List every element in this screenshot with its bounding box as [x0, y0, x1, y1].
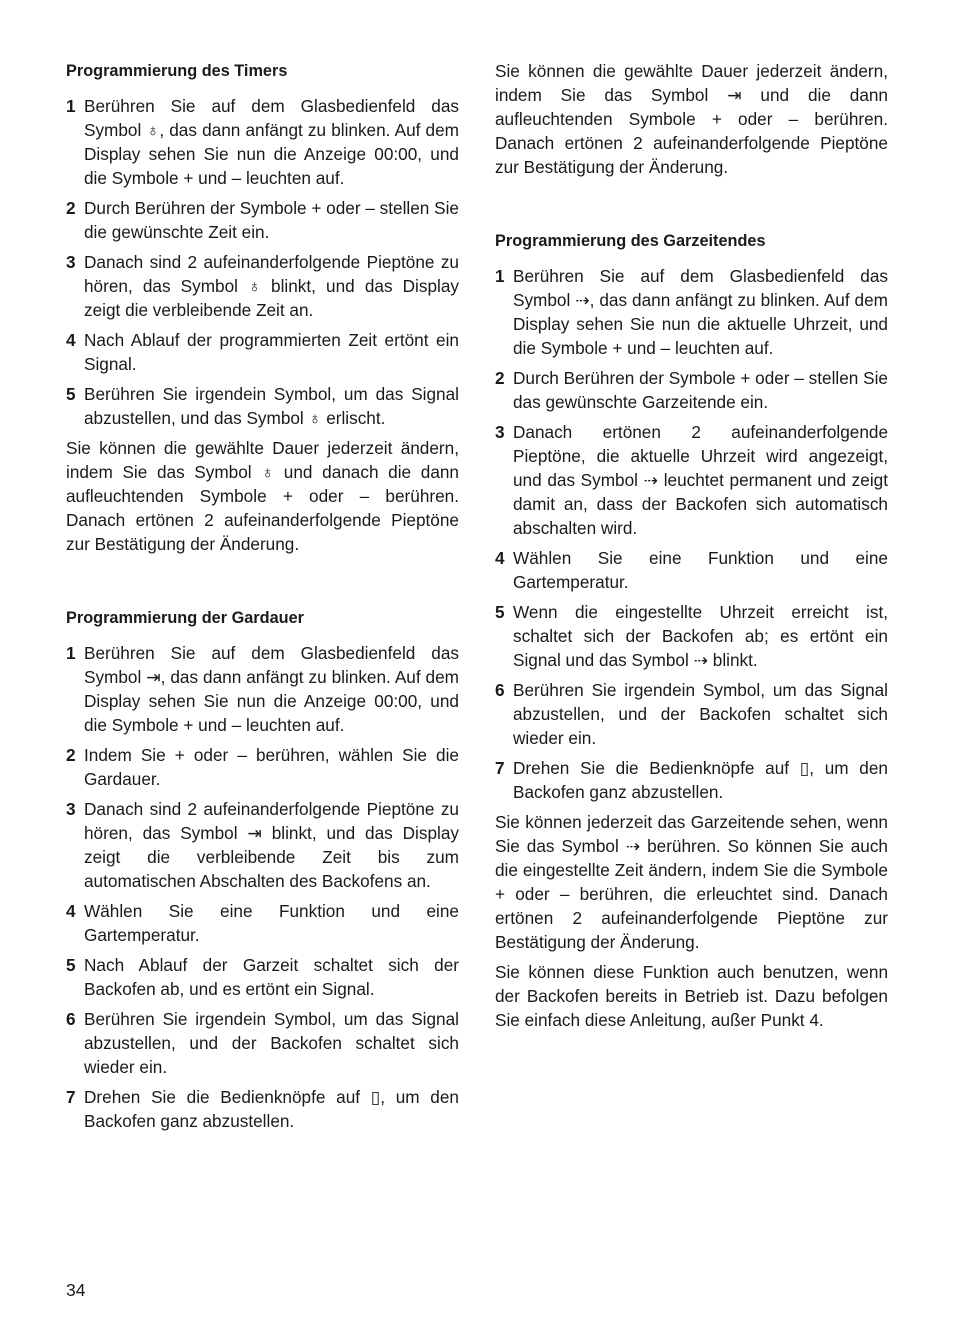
gardauer-heading: Programmierung der Gardauer: [66, 609, 304, 627]
gardauer-steps: [66, 641, 459, 1133]
garzeitende-step: [495, 366, 888, 414]
step-number: 5: [66, 384, 76, 404]
step-text: Durch Berühren der Symbole + oder – stellen Sie das gewünschte Garzeitende ein.: [513, 368, 888, 412]
garzeitende-step: [495, 756, 888, 804]
left-column: [66, 59, 459, 1139]
step-number: 6: [66, 1009, 76, 1029]
step-number: 1: [66, 96, 76, 116]
timer-step: [66, 94, 459, 190]
timer-step: [66, 328, 459, 376]
garzeitende-step: [495, 546, 888, 594]
gardauer-step: [66, 899, 459, 947]
step-number: 2: [66, 198, 76, 218]
step-text: Berühren Sie auf dem Glasbedienfeld das Symbol ♁, das dann anfängt zu blinken. Auf dem Display sehen Sie nun die Anzeige 00:00, und die Symbole + und – leuchten auf.: [84, 96, 459, 188]
gardauer-step: [66, 953, 459, 1001]
step-text: Berühren Sie irgendein Symbol, um das Signal abzustellen, und der Backofen schaltet sich wieder ein.: [84, 1009, 459, 1077]
step-text: Berühren Sie auf dem Glasbedienfeld das Symbol ⇢, das dann anfängt zu blinken. Auf dem Display sehen Sie nun die aktuelle Uhrzeit, und die Symbole + und – leuchten auf.: [513, 266, 888, 358]
gardauer-section: [66, 606, 459, 1133]
step-text: Drehen Sie die Bedienknöpfe auf ▯, um den Backofen ganz abzustellen.: [513, 758, 888, 802]
garzeitende-step: [495, 678, 888, 750]
step-number: 5: [66, 955, 76, 975]
step-number: 4: [66, 330, 76, 350]
gardauer-step: [66, 743, 459, 791]
garzeitende-step: [495, 264, 888, 360]
step-number: 6: [495, 680, 505, 700]
step-text: Nach Ablauf der Garzeit schaltet sich der Backofen ab, und es ertönt ein Signal.: [84, 955, 459, 999]
timer-note: Sie können die gewählte Dauer jederzeit ändern, indem Sie das Symbol ♁ und danach die dann aufleuchtenden Symbole + oder – berühren. Danach ertönen 2 aufeinanderfolgende Pieptöne zur Bestätigung der Änderung.: [66, 438, 459, 554]
step-number: 1: [495, 266, 505, 286]
step-number: 7: [66, 1087, 76, 1107]
timer-section: [66, 59, 459, 556]
garzeitende-steps: [495, 264, 888, 804]
step-text: Indem Sie + oder – berühren, wählen Sie die Gardauer.: [84, 745, 459, 789]
garzeitende-note-1: Sie können jederzeit das Garzeitende sehen, wenn Sie das Symbol ⇢ berühren. So können Sie auch die eingestellte Zeit ändern, indem Sie die Symbole + oder – berühren, die erleuchtet sind. Danach ertönen 2 aufeinanderfolgende Pieptöne zur Bestätigung der Änderung.: [495, 812, 888, 952]
gardauer-step: [66, 1007, 459, 1079]
timer-steps: [66, 94, 459, 430]
gardauer-step: [66, 641, 459, 737]
step-text: Durch Berühren der Symbole + oder – stellen Sie die gewünschte Zeit ein.: [84, 198, 459, 242]
step-text: Wählen Sie eine Funktion und eine Gartemperatur.: [84, 901, 459, 945]
step-text: Danach sind 2 aufeinanderfolgende Pieptöne zu hören, das Symbol ♁ blinkt, und das Display zeigt die verbleibende Zeit an.: [84, 252, 459, 320]
timer-step: [66, 250, 459, 322]
garzeitende-step: [495, 420, 888, 540]
timer-heading: Programmierung des Timers: [66, 62, 288, 80]
page-number: 34: [66, 1280, 86, 1300]
step-number: 2: [66, 745, 76, 765]
gardauer-change-note: Sie können die gewählte Dauer jederzeit ändern, indem Sie das Symbol ⇥ und die dann aufleuchtenden Symbole + oder – berühren. Danach ertönen 2 aufeinanderfolgende Pieptöne zur Bestätigung der Änderung.: [495, 61, 888, 177]
step-text: Berühren Sie auf dem Glasbedienfeld das Symbol ⇥, das dann anfängt zu blinken. Auf dem Display sehen Sie nun die Anzeige 00:00, und die Symbole + und – leuchten auf.: [84, 643, 459, 735]
step-number: 5: [495, 602, 505, 622]
gardauer-step: [66, 797, 459, 893]
garzeitende-step: [495, 600, 888, 672]
garzeitende-note-2: Sie können diese Funktion auch benutzen, wenn der Backofen bereits in Betrieb ist. Dazu befolgen Sie einfach diese Anleitung, außer Punkt 4.: [495, 962, 888, 1030]
step-number: 1: [66, 643, 76, 663]
right-column: [495, 59, 888, 1038]
garzeitende-heading: Programmierung des Garzeitendes: [495, 232, 766, 250]
gardauer-step: [66, 1085, 459, 1133]
step-number: 2: [495, 368, 505, 388]
timer-step: [66, 196, 459, 244]
step-text: Wenn die eingestellte Uhrzeit erreicht ist, schaltet sich der Backofen ab; es ertönt ein Signal und das Symbol ⇢ blinkt.: [513, 602, 888, 670]
step-number: 4: [66, 901, 76, 921]
step-number: 3: [66, 252, 76, 272]
step-text: Wählen Sie eine Funktion und eine Gartemperatur.: [513, 548, 888, 592]
step-text: Berühren Sie irgendein Symbol, um das Signal abzustellen, und das Symbol ♁ erlischt.: [84, 384, 459, 428]
step-text: Danach ertönen 2 aufeinanderfolgende Pieptöne, die aktuelle Uhrzeit wird angezeigt, und das Symbol ⇢ leuchtet permanent und zeigt damit an, dass der Backofen sich automatisch abschalten wird.: [513, 422, 888, 538]
step-text: Drehen Sie die Bedienknöpfe auf ▯, um den Backofen ganz abzustellen.: [84, 1087, 459, 1131]
step-text: Nach Ablauf der programmierten Zeit ertönt ein Signal.: [84, 330, 459, 374]
garzeitende-section: [495, 229, 888, 1032]
step-text: Berühren Sie irgendein Symbol, um das Signal abzustellen, und der Backofen schaltet sich wieder ein.: [513, 680, 888, 748]
step-text: Danach sind 2 aufeinanderfolgende Pieptöne zu hören, das Symbol ⇥ blinkt, und das Display zeigt die verbleibende Zeit bis zum automatischen Abschalten des Backofens an.: [84, 799, 459, 891]
timer-step: [66, 382, 459, 430]
step-number: 4: [495, 548, 505, 568]
step-number: 7: [495, 758, 505, 778]
step-number: 3: [495, 422, 505, 442]
step-number: 3: [66, 799, 76, 819]
